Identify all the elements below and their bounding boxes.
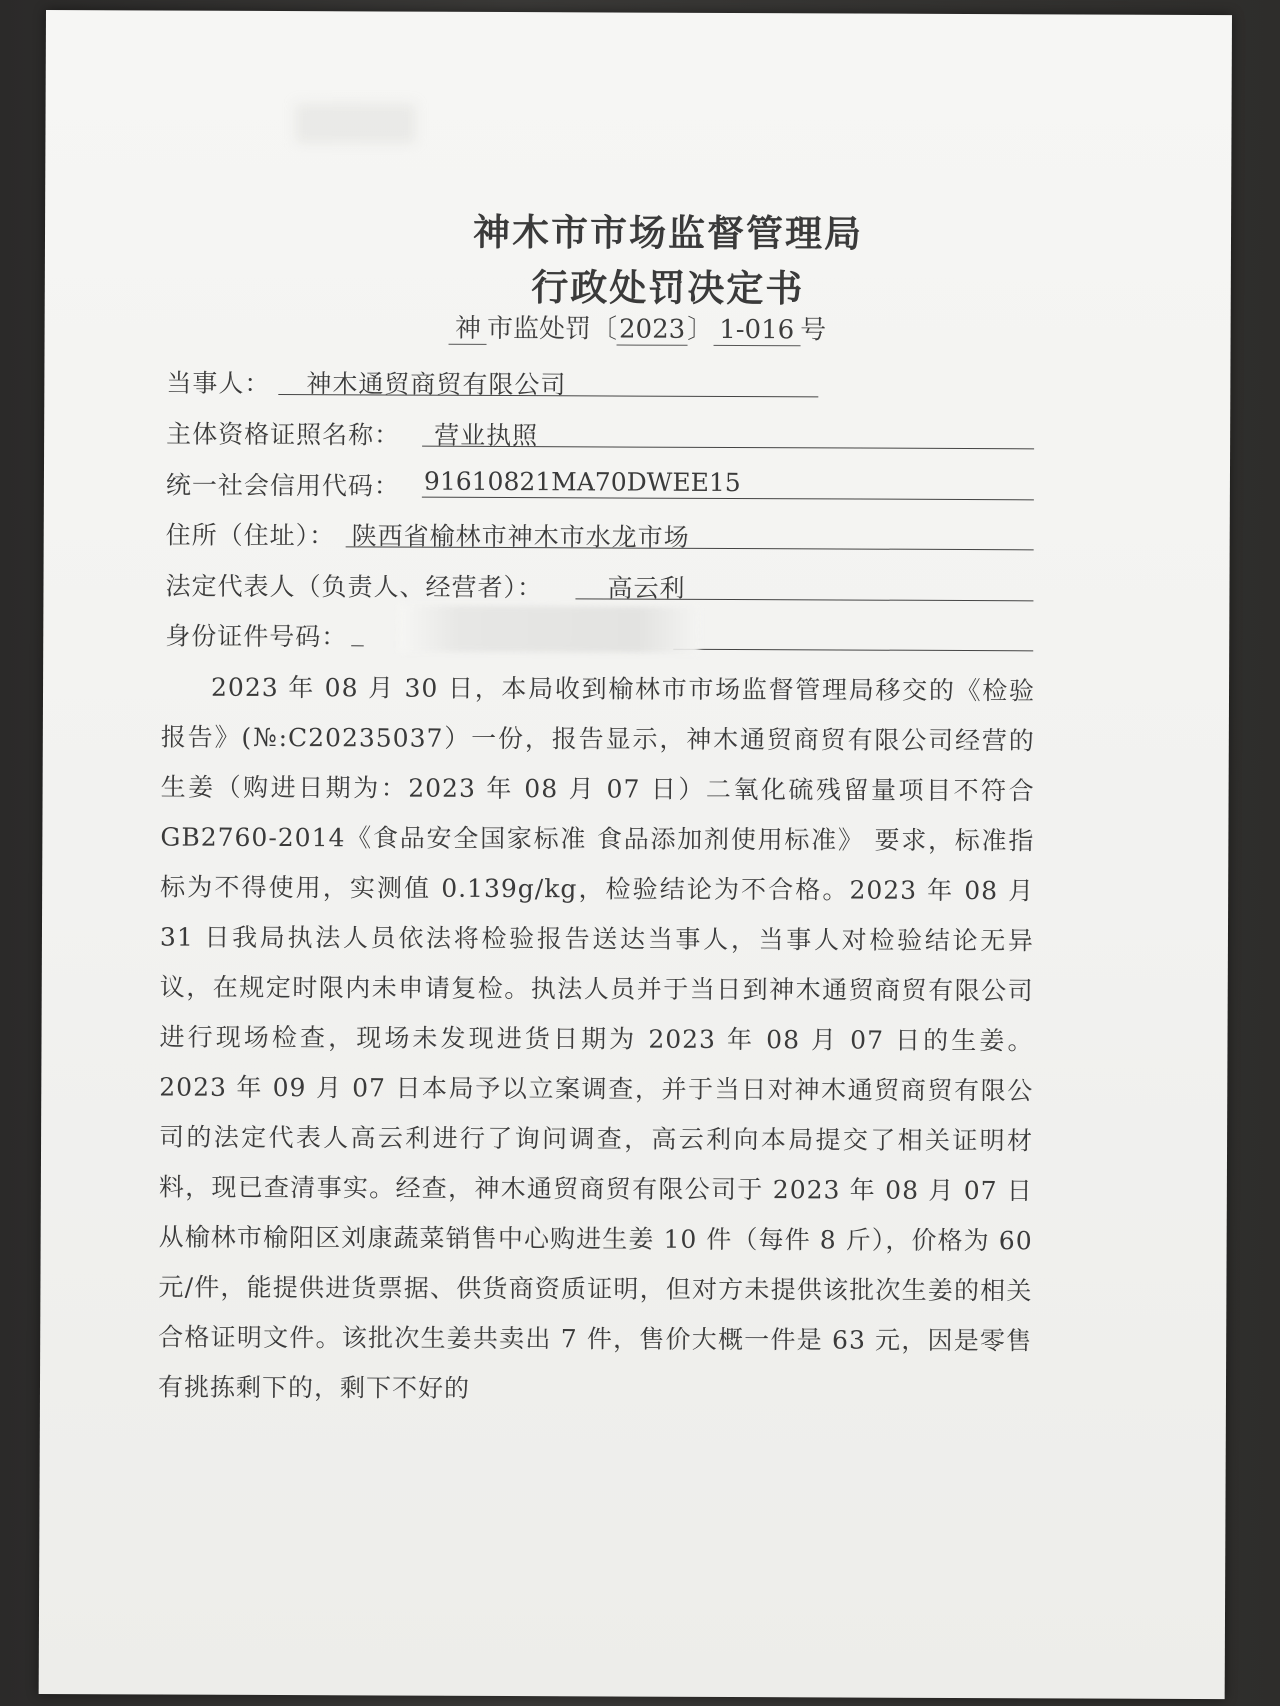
- party-value: 神木通贸商贸有限公司: [306, 369, 567, 400]
- field-credit-code: [165, 466, 741, 503]
- document-title-agency: 神木市市场监督管理局: [472, 210, 864, 256]
- legal-rep-label: 法定代表人（负责人、经营者）：: [165, 571, 544, 603]
- field-id-number: [165, 617, 365, 654]
- credit-code-label: 统一社会信用代码：: [165, 470, 401, 501]
- license-label: 主体资格证照名称：: [166, 419, 401, 450]
- field-address: [165, 516, 690, 553]
- license-value: 营业执照: [434, 420, 539, 451]
- legal-rep-value: 高云利: [607, 573, 686, 603]
- id-label: 身份证件号码：: [165, 621, 348, 652]
- credit-code-value: 91610821MA70DWEE15: [423, 466, 741, 498]
- field-party: [166, 364, 567, 400]
- credit-code-underline: [422, 497, 1034, 501]
- document-page: [39, 10, 1232, 1699]
- redaction-blur: [399, 606, 699, 653]
- address-label: 住所（住址）：: [165, 520, 336, 551]
- id-value-prefix: _: [351, 617, 365, 647]
- doc-number-close: 〕: [687, 314, 714, 345]
- document-number: [45, 306, 1231, 348]
- doc-number-serial: 1-016: [713, 315, 800, 346]
- doc-number-year: 2023: [617, 314, 687, 345]
- document-body: [158, 663, 1035, 1417]
- address-value: 陕西省榆林市神木市水龙市场: [351, 521, 690, 552]
- document-title-type: 行政处罚决定书: [531, 266, 805, 311]
- doc-number-prefix: 神: [449, 314, 487, 345]
- doc-number-middle: 市监处罚〔: [486, 313, 618, 345]
- party-label: 当事人：: [166, 368, 271, 398]
- id-underline: [673, 649, 1033, 652]
- paper-stain: [295, 103, 415, 144]
- body-paragraph: 2023 年 08 月 30 日，本局收到榆林市市场监督管理局移交的《检验报告》(№:C20235037）一份，报告显示，神木通贸商贸有限公司经营的生姜（购进日期为：2023 年 08 月 07 日）二氧化硫残留量项目不符合 GB2760-2014《食品安全国家标准 食品添加剂使用标准》 要求，标准指标为不得使用，实测值 0.139g/kg，检验结论为不合格。2023 年 08 月 31 日我局执法人员依法将检验报告送达当事人，当事人对检验结论无异议，在规定时限内未申请复检。执法人员并于当日到神木通贸商贸有限公司进行现场检查，现场未发现进货日期为 2023 年 08 月 07 日的生姜。2023 年 09 月 07 日本局予以立案调查，并于当日对神木通贸商贸有限公司的法定代表人高云利进行了询问调查，高云利向本局提交了相关证明材料，现已查清事实。经查，神木通贸商贸有限公司于 2023 年 08 月 07 日从榆林市榆阳区刘康蔬菜销售中心购进生姜 10 件（每件 8 斤），价格为 60 元/件，能提供进货票据、供货商资质证明，但对方未提供该批次生姜的相关合格证明文件。该批次生姜共卖出 7 件，售价大概一件是 63 元，因是零售有挑拣剩下的，剩下不好的: [157, 672, 1036, 1403]
- doc-number-suffix: 号: [800, 315, 827, 346]
- field-legal-rep: [165, 567, 686, 605]
- field-license: [166, 415, 539, 452]
